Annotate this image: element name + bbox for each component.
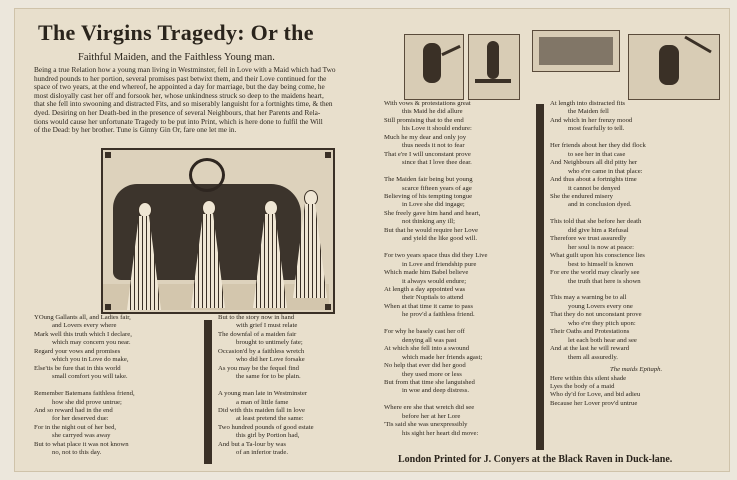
epitaph-line: Here within this silent shade (550, 374, 627, 382)
column-rule (204, 320, 212, 464)
intro-line: of the Dead: by her brother. Tune is Ginny Gin Or, fare one let me in. (34, 126, 237, 135)
verse-line: her soul is now at peace: (568, 243, 634, 251)
colophon-imprint: London Printed for J. Conyers at the Black Raven in Duck-lane. (398, 454, 673, 465)
verse-line: let each both hear and see (568, 336, 637, 344)
verse-line: And so reward had in the end (34, 406, 113, 414)
intro-line: hundred pounds to her portion, several promises past betwixt them, and their Love continued for the (34, 74, 327, 83)
verse-line: before her at her Lore (402, 412, 461, 420)
verse-line: 'Tis said she was unexpressibly (384, 421, 468, 429)
verse-line: she carryed was away (52, 432, 111, 440)
verse-line (550, 286, 720, 294)
verse-line: at least pretend the same: (236, 415, 304, 423)
verse-line: That they do not unconstant prove (550, 311, 642, 319)
intro-paragraph (34, 66, 369, 135)
verse-line: For two years space thus did they Live (384, 252, 488, 260)
verse-line: The downfal of a maiden fair (218, 330, 297, 338)
verse-line: no, not to this day. (52, 449, 102, 457)
epitaph-line: Lyes the body of a maid (550, 382, 615, 390)
verse-line: For why he basely cast her off (384, 328, 465, 336)
verse-line: And which in her frenzy mood (550, 116, 633, 124)
vignette-battle-scene (532, 30, 620, 72)
verse-line: Mark well this truth which I declare, (34, 330, 132, 338)
intro-line: tions would cause her unfortunate Tragedy to be put into Print, which is here done to fulfil the Will (34, 117, 323, 126)
verse-line: with grief I must relate (236, 322, 298, 330)
verse-line: in Love she did ingage; (402, 201, 465, 209)
column-rule (536, 104, 544, 450)
verse-column-1 (34, 314, 204, 458)
verse-line: For ere the world may clearly see (550, 269, 640, 277)
verse-line: since that I love thee dear. (402, 159, 472, 167)
verse-line: and in conclusion dyed. (568, 201, 632, 209)
verse-line: At which she fell into a swound (384, 345, 470, 353)
verse-line: a man of little fame (236, 398, 289, 406)
verse-line: This told that she before her death (550, 218, 642, 226)
verse-line: this girl by Portion had, (236, 432, 300, 440)
verse-line: Much he my dear and only joy (384, 133, 467, 141)
verse-line: She freely gave him hand and heart, (384, 209, 481, 217)
verse-line: he prov'd a faithless friend. (402, 311, 475, 319)
verse-line: Where ere she that wretch did see (384, 404, 475, 412)
verse-line: And at the last he will reward (550, 345, 630, 353)
vignette-figure-left (404, 34, 464, 100)
verse-line: it cannot be denyed (568, 184, 621, 192)
verse-line: brought to untimely fate; (236, 339, 303, 347)
verse-line: What guilt upon his conscience lies (550, 252, 645, 260)
epitaph-title: The maids Epitaph. (610, 366, 663, 374)
verse-line: Believing of his tempting tongue (384, 192, 473, 200)
broadside-subtitle: Faithful Maiden, and the Faithless Young man. (78, 52, 275, 63)
verse-column-4 (550, 100, 720, 408)
verse-line: Occasion'd by a faithless wretch (218, 347, 305, 355)
verse-line (550, 134, 720, 142)
verse-line (384, 320, 534, 328)
verse-line: Two hundred pounds of good estate (218, 423, 314, 431)
verse-line: in Love and friendship pure (402, 260, 477, 268)
intro-line: Being a true Relation how a young man living in Westminster, fell in Love with a Maid which had Two (34, 66, 336, 74)
verse-line: For in the night out of her bed, (34, 423, 117, 431)
vignette-figure-right (628, 34, 720, 100)
verse-line: their Nuptials to attend (402, 294, 464, 302)
verse-line: Her friends about her they did flock (550, 142, 646, 150)
verse-line: his sight her heart did move: (402, 429, 479, 437)
verse-line: and Lovers every where (52, 322, 117, 330)
verse-line: But to the story now in hand (218, 314, 295, 321)
intro-line: most disloyally cast her off and forsook her, whose unkindness struck so deep to the maidens heart, (34, 91, 324, 100)
broadside-sheet (14, 8, 730, 472)
epitaph-line: Because her Lover prov'd untrue (550, 399, 638, 407)
verse-line: At length a day appointed was (384, 285, 466, 293)
verse-line: in woe and deep distress. (402, 387, 470, 395)
verse-line: the truth that here is shown (568, 277, 641, 285)
verse-line: did give him a Refusal (568, 226, 629, 234)
maiden-figure (127, 202, 161, 310)
verse-line: At length into distracted fits (550, 100, 626, 107)
verse-line: who e're they pitch upon: (568, 319, 636, 327)
epitaph-line: Who dy'd for Love, and bid adieu (550, 391, 641, 399)
verse-line: this Maid he did allure (402, 108, 463, 116)
verse-line: Remember Batemans faithless friend, (34, 390, 135, 398)
verse-line: And but a Ta-lour by was (218, 440, 286, 448)
verse-line: thus needs it not to fear (402, 142, 465, 150)
verse-line: who did her Love forsake (236, 356, 305, 364)
maiden-figure (191, 200, 225, 308)
mourner-figure (293, 190, 327, 298)
verse-line (550, 210, 720, 218)
verse-line: Which made him Babel believe (384, 269, 469, 277)
verse-line: denying all was past (402, 336, 457, 344)
verse-line: best to himself is known (568, 260, 634, 268)
broadside-title: The Virgins Tragedy: Or the (38, 20, 314, 45)
funeral-woodcut (101, 148, 335, 314)
intro-line: space of two years, at the end whereof, he appointed a day for marriage, but the day being come, he (34, 83, 325, 92)
verse-line: them all assuredly. (568, 353, 618, 361)
verse-line: That e're I will unconstant prove (384, 150, 471, 158)
verse-line: they used more or less (402, 370, 462, 378)
wreath-illustration (189, 158, 225, 192)
verse-line: the Maiden fell (568, 108, 609, 116)
verse-line: which you in Love do make, (52, 356, 129, 364)
verse-line: Their Oaths and Protestations (550, 328, 630, 336)
verse-line: But to what place it was not known (34, 440, 129, 448)
verse-line: the same for to be plain. (236, 373, 301, 381)
verse-column-3 (384, 100, 534, 438)
intro-line: that she fell into swooning and distracted Fits, and so miserably languisht for a fortnights time, & then (34, 100, 333, 109)
verse-line: which made her friends agast; (402, 353, 483, 361)
verse-line: his Love it should endure: (402, 125, 472, 133)
verse-line: small comfort you will take. (52, 373, 128, 381)
verse-line: She the endured misery (550, 192, 613, 200)
verse-line: But from that time she languished (384, 378, 475, 386)
verse-line: And thus about a fortnights time (550, 176, 637, 184)
verse-line: A young man late in Westminster (218, 390, 308, 398)
verse-line: When at that time it came to pass (384, 302, 473, 310)
verse-line: But that he would require her Love (384, 226, 478, 234)
verse-line: who e're came in that place: (568, 167, 643, 175)
verse-line: With vows & protestations great (384, 100, 471, 107)
verse-line: most fearfully to tell. (568, 125, 625, 133)
verse-line: it always would endure; (402, 277, 467, 285)
verse-line (218, 382, 368, 390)
verse-line: Else'tis be fure that in this world (34, 364, 121, 372)
verse-line (384, 168, 534, 176)
verse-line: for her deserved due: (52, 415, 109, 423)
verse-line: young Lovers every one (568, 302, 633, 310)
verse-line (384, 396, 534, 404)
verse-line: and yield the like good will. (402, 235, 478, 243)
verse-line: not thinking any ill; (402, 218, 455, 226)
verse-line: No help that ever did her good (384, 362, 466, 370)
verse-line: Did with this maiden fall in love (218, 406, 305, 414)
verse-line: The Maiden fair being but young (384, 176, 473, 184)
vignette-figure-dancer (468, 34, 520, 100)
verse-line: Regard your vows and promises (34, 347, 121, 355)
verse-line: YOung Gallants all, and Ladies fair, (34, 314, 131, 321)
verse-line: scarce fifteen years of age (402, 184, 472, 192)
verse-line: which may concern you near. (52, 339, 131, 347)
verse-line: This may a warning be to all (550, 294, 627, 302)
verse-line: And Neighbours all did pitty her (550, 159, 638, 167)
verse-line: Still promising that to the end (384, 116, 464, 124)
verse-line: of an inferior trade. (236, 449, 288, 457)
verse-line: As you may be the fequel find (218, 364, 299, 372)
verse-line: Therefore we trust assuredly (550, 235, 627, 243)
maiden-figure (253, 200, 287, 308)
verse-line: how she did prove untrue; (52, 398, 122, 406)
verse-column-2 (218, 314, 368, 458)
verse-line: to see her in that case (568, 150, 626, 158)
intro-line: dyed. Desiring on her Death-bed in the presence of several Neighbours, that her Parents and Rela- (34, 108, 321, 117)
woodcut-vignettes (404, 30, 722, 106)
verse-line (384, 244, 534, 252)
verse-line (34, 382, 204, 390)
